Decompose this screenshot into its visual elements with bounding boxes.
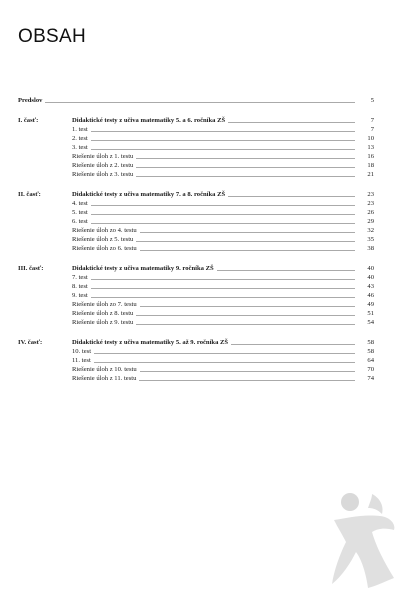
toc-label: Riešenie úloh z 1. testu xyxy=(72,153,134,160)
part-title: Didaktické testy z učiva matematiky 5. a 6. ročníka ZŠ xyxy=(72,117,226,124)
toc-page: 29 xyxy=(367,218,374,225)
toc-part-heading xyxy=(18,190,374,199)
toc-page: 21 xyxy=(367,171,374,178)
toc-label: 7. test xyxy=(72,274,88,281)
toc-page: 40 xyxy=(367,265,374,272)
toc-page: 43 xyxy=(367,283,374,290)
toc-entry xyxy=(18,152,374,161)
toc-entry xyxy=(18,300,374,309)
toc-label: 11. test xyxy=(72,357,91,364)
toc-page: 46 xyxy=(367,292,374,299)
toc-page: 16 xyxy=(367,153,374,160)
leader-dots xyxy=(231,344,355,345)
toc-page: 40 xyxy=(367,274,374,281)
toc-page: 38 xyxy=(367,245,374,252)
toc-entry xyxy=(18,291,374,300)
toc-label: 3. test xyxy=(72,144,88,151)
toc-label: 10. test xyxy=(72,348,92,355)
toc-label: Riešenie úloh z 10. testu xyxy=(72,366,137,373)
leader-dots xyxy=(228,122,355,123)
leader-dots xyxy=(91,205,355,206)
toc-label: Riešenie úloh z 8. testu xyxy=(72,310,134,317)
toc-entry xyxy=(18,309,374,318)
toc-page: 49 xyxy=(367,301,374,308)
toc-entry xyxy=(18,365,374,374)
toc-label: Riešenie úloh z 11. testu xyxy=(72,375,137,382)
toc-label: Riešenie úloh z 9. testu xyxy=(72,319,134,326)
table-of-contents xyxy=(18,96,374,383)
toc-entry xyxy=(18,208,374,217)
leader-dots xyxy=(140,250,355,251)
toc-page: 10 xyxy=(367,135,374,142)
toc-page: 74 xyxy=(367,375,374,382)
toc-entry xyxy=(18,143,374,152)
toc-entry xyxy=(18,347,374,356)
leader-dots xyxy=(91,149,355,150)
toc-entry xyxy=(18,161,374,170)
toc-label: 1. test xyxy=(72,126,88,133)
leader-dots xyxy=(91,279,355,280)
toc-page: 18 xyxy=(367,162,374,169)
toc-label: Riešenie úloh zo 6. testu xyxy=(72,245,137,252)
part-title: Didaktické testy z učiva matematiky 7. a 8. ročníka ZŠ xyxy=(72,191,226,198)
leader-dots xyxy=(136,167,355,168)
toc-entry xyxy=(18,134,374,143)
star-figure-icon xyxy=(328,490,400,590)
toc-part-heading xyxy=(18,264,374,273)
toc-entry xyxy=(18,356,374,365)
toc-label: Riešenie úloh zo 7. testu xyxy=(72,301,137,308)
leader-dots xyxy=(91,140,355,141)
toc-entry xyxy=(18,273,374,282)
toc-label: 6. test xyxy=(72,218,88,225)
leader-dots xyxy=(91,297,355,298)
toc-entry xyxy=(18,199,374,208)
toc-entry xyxy=(18,125,374,134)
toc-part-heading xyxy=(18,116,374,125)
leader-dots xyxy=(91,288,355,289)
leader-dots xyxy=(136,176,355,177)
part-title: Didaktické testy z učiva matematiky 5. až 9. ročníka ZŠ xyxy=(72,339,229,346)
toc-page: 5 xyxy=(370,97,374,104)
leader-dots xyxy=(91,214,355,215)
leader-dots xyxy=(136,241,355,242)
toc-page: 7 xyxy=(370,126,374,133)
toc-page: 70 xyxy=(367,366,374,373)
toc-page: 51 xyxy=(367,310,374,317)
toc-entry xyxy=(18,374,374,383)
part-number: I. časť: xyxy=(18,117,39,124)
leader-dots xyxy=(228,196,355,197)
part-number: IV. časť: xyxy=(18,339,43,346)
leader-dots xyxy=(91,223,355,224)
leader-dots xyxy=(217,270,355,271)
leader-dots xyxy=(91,131,355,132)
leader-dots xyxy=(140,232,355,233)
page-title: OBSAH xyxy=(18,26,87,47)
leader-dots xyxy=(140,371,355,372)
toc-page: 35 xyxy=(367,236,374,243)
leader-dots xyxy=(94,353,355,354)
toc-page: 64 xyxy=(367,357,374,364)
toc-label: Riešenie úloh z 2. testu xyxy=(72,162,134,169)
toc-label: Riešenie úloh z 5. testu xyxy=(72,236,134,243)
leader-dots xyxy=(45,102,355,103)
toc-page: 23 xyxy=(367,200,374,207)
toc-entry xyxy=(18,170,374,179)
leader-dots xyxy=(136,324,355,325)
toc-part-heading xyxy=(18,338,374,347)
toc-entry-preface xyxy=(18,96,374,105)
leader-dots xyxy=(140,306,355,307)
toc-page: 58 xyxy=(367,339,374,346)
toc-label: Riešenie úloh z 3. testu xyxy=(72,171,134,178)
toc-entry xyxy=(18,282,374,291)
toc-entry xyxy=(18,244,374,253)
leader-dots xyxy=(94,362,355,363)
part-title: Didaktické testy z učiva matematiky 9. ročníka ZŠ xyxy=(72,265,214,272)
toc-label: 4. test xyxy=(72,200,88,207)
toc-page: 23 xyxy=(367,191,374,198)
toc-label: 8. test xyxy=(72,283,88,290)
toc-label: Predslov xyxy=(18,97,43,104)
toc-page: 26 xyxy=(367,209,374,216)
toc-entry xyxy=(18,235,374,244)
toc-page: 32 xyxy=(367,227,374,234)
leader-dots xyxy=(136,158,355,159)
toc-label: 5. test xyxy=(72,209,88,216)
toc-label: 2. test xyxy=(72,135,88,142)
toc-page: 13 xyxy=(367,144,374,151)
toc-entry xyxy=(18,226,374,235)
toc-page: 7 xyxy=(370,117,374,124)
toc-entry xyxy=(18,318,374,327)
toc-label: 9. test xyxy=(72,292,88,299)
part-number: III. časť: xyxy=(18,265,44,272)
toc-page: 54 xyxy=(367,319,374,326)
toc-label: Riešenie úloh zo 4. testu xyxy=(72,227,137,234)
toc-page: 58 xyxy=(367,348,374,355)
toc-entry xyxy=(18,217,374,226)
leader-dots xyxy=(139,380,355,381)
leader-dots xyxy=(136,315,355,316)
part-number: II. časť: xyxy=(18,191,41,198)
